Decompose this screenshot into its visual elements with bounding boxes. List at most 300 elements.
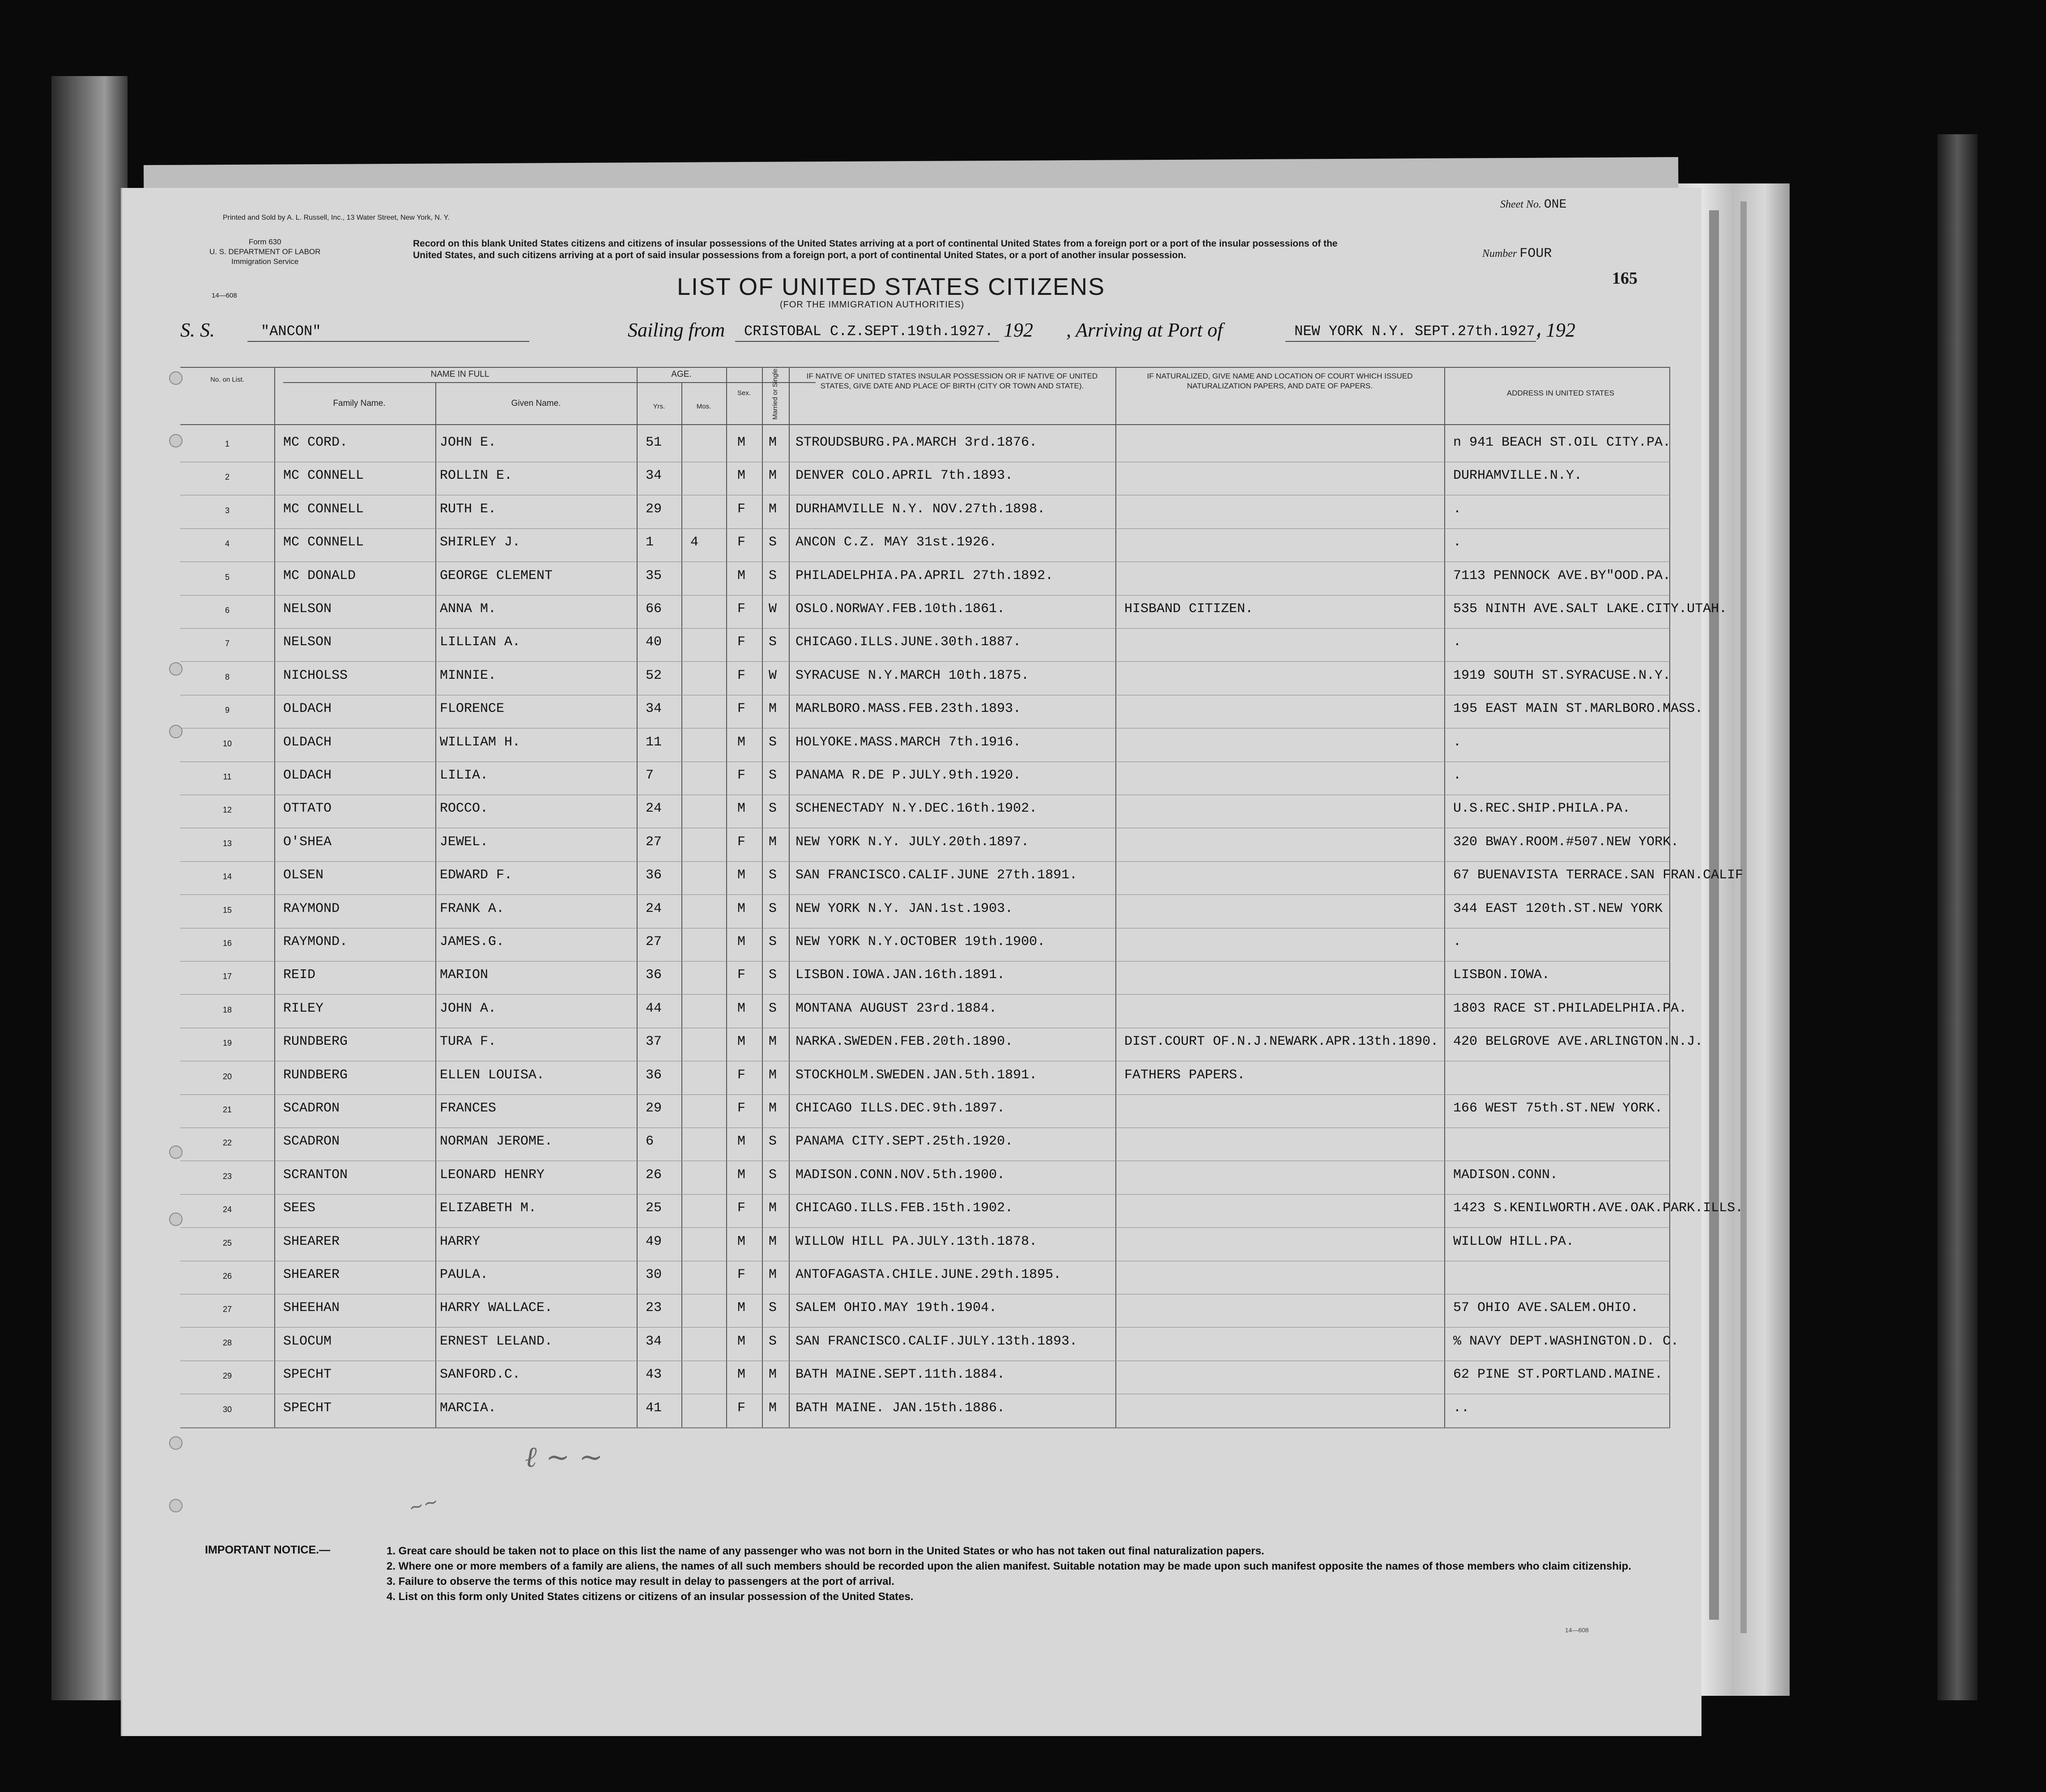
us-address: LISBON.IOWA. [1453, 967, 1550, 983]
table-row [180, 962, 1670, 995]
family-name: OLDACH [283, 734, 332, 750]
given-name: HARRY WALLACE. [440, 1300, 553, 1316]
arriving-value: NEW YORK N.Y. SEPT.27th.1927. [1294, 323, 1544, 340]
marital-status: S [769, 768, 777, 783]
marital-status: S [769, 535, 777, 550]
manifest-table [180, 366, 1744, 1432]
given-name: JAMES.G. [440, 934, 505, 949]
sex: M [737, 1367, 746, 1383]
header-yrs: Yrs. [653, 403, 665, 410]
sex: M [737, 1000, 746, 1016]
table-row [180, 463, 1670, 496]
family-name: OTTATO [283, 801, 332, 817]
punch-hole [169, 1213, 183, 1226]
age-years: 6 [646, 1134, 654, 1149]
birth-date-place: SAN FRANCISCO.CALIF.JULY.13th.1893. [795, 1333, 1078, 1349]
table-row [180, 1262, 1670, 1295]
family-name: MC CONNELL [283, 501, 364, 517]
row-rule [180, 1227, 1670, 1228]
notice-item: 1. Great care should be taken not to place on this list the name of any passenger who was not born in the United States or who has not taken out final naturalization papers. [387, 1545, 1264, 1557]
table-row [180, 696, 1703, 729]
family-name: SHEEHAN [283, 1300, 340, 1316]
manifest-page [121, 188, 1744, 1736]
row-rule [180, 595, 1670, 596]
sex: F [737, 1101, 746, 1116]
row-number: 8 [225, 672, 230, 681]
row-rule [180, 528, 1670, 529]
sailing-year: 192 [1004, 319, 1033, 341]
row-number: 21 [222, 1105, 232, 1114]
family-name: SEES [283, 1200, 316, 1216]
given-name: JOHN A. [440, 1000, 497, 1016]
marital-status: M [769, 1367, 777, 1383]
family-name: RAYMOND. [283, 934, 348, 949]
age-years: 29 [646, 1101, 662, 1116]
family-name: OLDACH [283, 768, 332, 783]
given-name: PAULA. [440, 1267, 489, 1282]
birth-date-place: NEW YORK N.Y. JAN.1st.1903. [795, 901, 1013, 916]
age-years: 7 [646, 768, 654, 783]
row-rule [180, 1194, 1670, 1195]
family-name: RUNDBERG [283, 1034, 348, 1050]
us-address: 7113 PENNOCK AVE.BY"OOD.PA. [1453, 568, 1671, 583]
age-years: 1 [646, 535, 654, 550]
birth-date-place: HOLYOKE.MASS.MARCH 7th.1916. [795, 734, 1021, 750]
table-row [180, 1029, 1703, 1062]
family-name: OLSEN [283, 868, 324, 883]
marital-status: M [769, 435, 777, 450]
family-name: SHEARER [283, 1267, 340, 1282]
age-years: 27 [646, 934, 662, 949]
scan-edge-left [51, 76, 128, 1700]
us-address: 166 WEST 75th.ST.NEW YORK. [1453, 1101, 1663, 1116]
row-number: 26 [222, 1272, 232, 1281]
row-number: 13 [222, 839, 232, 848]
age-years: 24 [646, 901, 662, 916]
birth-date-place: MADISON.CONN.NOV.5th.1900. [795, 1167, 1005, 1183]
header-sex: Sex. [737, 389, 751, 397]
table-row [180, 663, 1670, 696]
marital-status: W [769, 601, 777, 617]
us-address: 535 NINTH AVE.SALT LAKE.CITY.UTAH. [1453, 601, 1727, 617]
family-name: SHEARER [283, 1234, 340, 1249]
ship-name: "ANCON" [261, 323, 321, 340]
marital-status: S [769, 1300, 777, 1316]
table-row [180, 529, 1670, 562]
age-years: 36 [646, 868, 662, 883]
row-number: 17 [222, 972, 232, 981]
given-name: LILLIAN A. [440, 634, 521, 650]
sheet-value: ONE [1544, 198, 1567, 212]
us-address: WILLOW HILL.PA. [1453, 1234, 1574, 1249]
naturalization: FATHERS PAPERS. [1124, 1067, 1246, 1083]
table-row [180, 796, 1670, 829]
row-rule [180, 894, 1670, 895]
ss-label: S. S. [180, 319, 215, 341]
sex: M [737, 1300, 746, 1316]
age-years: 37 [646, 1034, 662, 1050]
given-name: ANNA M. [440, 601, 497, 617]
age-years: 23 [646, 1300, 662, 1316]
row-number: 28 [222, 1338, 232, 1347]
row-number: 24 [222, 1205, 232, 1214]
punch-hole [169, 371, 183, 385]
sailing-underline [735, 341, 999, 342]
given-name: FLORENCE [440, 701, 505, 717]
us-address: 420 BELGROVE AVE.ARLINGTON.N.J. [1453, 1034, 1703, 1050]
row-number: 14 [222, 872, 232, 881]
given-name: JOHN E. [440, 435, 497, 450]
notice-items [387, 1544, 1639, 1605]
row-number: 6 [225, 606, 230, 615]
birth-date-place: NARKA.SWEDEN.FEB.20th.1890. [795, 1034, 1013, 1050]
marital-status: M [769, 501, 777, 517]
family-name: SCRANTON [283, 1167, 348, 1183]
row-number: 25 [222, 1238, 232, 1247]
given-name: MARCIA. [440, 1400, 497, 1416]
sex: M [737, 1134, 746, 1149]
table-row [180, 1229, 1670, 1262]
form-code-top: 14—608 [212, 292, 237, 299]
paper-stripe [1709, 210, 1719, 1620]
row-number: 9 [225, 706, 230, 715]
table-row [180, 1362, 1670, 1395]
marital-status: S [769, 568, 777, 583]
sex: F [737, 1067, 746, 1083]
table-row [180, 1328, 1679, 1362]
marital-status: M [769, 701, 777, 717]
record-instruction: Record on this blank United States citizens and citizens of insular possessions of the United States arriving at a port of continental United States from a foreign port or a port of the insular possessions of the United States, and such citizens arriving at a port of said insular possessions from a foreign port, a port of continental United States, or a port of another insular possession. [413, 238, 1338, 260]
family-name: REID [283, 967, 316, 983]
age-years: 52 [646, 668, 662, 683]
birth-date-place: CHICAGO.ILLS.FEB.15th.1902. [795, 1200, 1013, 1216]
sex: F [737, 1400, 746, 1416]
naturalization: HISBAND CITIZEN. [1124, 601, 1254, 617]
row-number: 27 [222, 1305, 232, 1314]
us-address: . [1453, 734, 1462, 750]
marital-status: S [769, 1167, 777, 1183]
table-row [180, 1295, 1670, 1328]
sex: M [737, 901, 746, 916]
us-address: . [1453, 535, 1462, 550]
birth-date-place: STOCKHOLM.SWEDEN.JAN.5th.1891. [795, 1067, 1038, 1083]
notice-title: IMPORTANT NOTICE.— [205, 1544, 331, 1556]
age-years: 30 [646, 1267, 662, 1282]
age-years: 49 [646, 1234, 662, 1249]
given-name: ERNEST LELAND. [440, 1333, 553, 1349]
punch-hole [169, 725, 183, 738]
birth-date-place: PANAMA CITY.SEPT.25th.1920. [795, 1134, 1013, 1149]
sex: M [737, 934, 746, 949]
birth-date-place: ANCON C.Z. MAY 31st.1926. [795, 535, 997, 550]
page-subtitle: (FOR THE IMMIGRATION AUTHORITIES) [780, 300, 965, 310]
family-name: MC CORD. [283, 435, 348, 450]
age-years: 66 [646, 601, 662, 617]
marital-status: S [769, 734, 777, 750]
sheet-number [1500, 198, 1566, 212]
family-name: MC CONNELL [283, 468, 364, 484]
table-row [180, 430, 1670, 463]
sheet-label: Sheet No. [1500, 199, 1541, 210]
marital-status: M [769, 1067, 777, 1083]
sex: M [737, 435, 746, 450]
sex: F [737, 768, 746, 783]
given-name: EDWARD F. [440, 868, 513, 883]
marital-status: M [769, 1234, 777, 1249]
sex: M [737, 734, 746, 750]
name-age-rule [283, 382, 816, 383]
birth-date-place: CHICAGO.ILLS.JUNE.30th.1887. [795, 634, 1021, 650]
sex: M [737, 868, 746, 883]
us-address: U.S.REC.SHIP.PHILA.PA. [1453, 801, 1631, 817]
birth-date-place: STROUDSBURG.PA.MARCH 3rd.1876. [795, 435, 1038, 450]
row-number: 11 [223, 772, 232, 781]
age-years: 36 [646, 1067, 662, 1083]
table-row [180, 1095, 1670, 1128]
form-code-bottom: 14—608 [1565, 1626, 1589, 1634]
naturalization: DIST.COURT OF.N.J.NEWARK.APR.13th.1890. [1124, 1034, 1439, 1050]
marital-status: M [769, 1400, 777, 1416]
birth-date-place: PANAMA R.DE P.JULY.9th.1920. [795, 768, 1021, 783]
service: Immigration Service [231, 257, 299, 266]
given-name: ROLLIN E. [440, 468, 513, 484]
us-address: % NAVY DEPT.WASHINGTON.D. C. [1453, 1333, 1679, 1349]
sex: F [737, 535, 746, 550]
sex: M [737, 1167, 746, 1183]
given-name: RUTH E. [440, 501, 497, 517]
us-address: 1919 SOUTH ST.SYRACUSE.N.Y. [1453, 668, 1671, 683]
birth-date-place: BATH MAINE.SEPT.11th.1884. [795, 1367, 1005, 1383]
family-name: NELSON [283, 634, 332, 650]
given-name: MARION [440, 967, 489, 983]
age-years: 34 [646, 1333, 662, 1349]
sex: M [737, 468, 746, 484]
form-number: Form 630 [248, 238, 281, 246]
family-name: RILEY [283, 1000, 324, 1016]
row-rule [180, 661, 1670, 662]
us-address: 320 BWAY.ROOM.#507.NEW YORK. [1453, 834, 1679, 850]
row-number: 5 [225, 572, 230, 582]
family-name: SCADRON [283, 1134, 340, 1149]
age-years: 36 [646, 967, 662, 983]
birth-date-place: NEW YORK N.Y. JULY.20th.1897. [795, 834, 1029, 850]
family-name: RUNDBERG [283, 1067, 348, 1083]
us-address: . [1453, 934, 1462, 949]
family-name: SCADRON [283, 1101, 340, 1116]
table-row [180, 629, 1670, 662]
table-row [180, 563, 1670, 596]
table-row [180, 729, 1670, 762]
header-age: AGE. [671, 370, 692, 379]
marital-status: S [769, 1000, 777, 1016]
given-name: ELIZABETH M. [440, 1200, 537, 1216]
sailing-value: CRISTOBAL C.Z.SEPT.19th.1927. [744, 323, 993, 340]
given-name: ROCCO. [440, 801, 489, 817]
form-block [209, 237, 320, 267]
family-name: SPECHT [283, 1367, 332, 1383]
header-name-in-full: NAME IN FULL [430, 370, 489, 379]
birth-date-place: SCHENECTADY N.Y.DEC.16th.1902. [795, 801, 1038, 817]
row-number: 23 [222, 1171, 232, 1181]
arriving-label: , Arriving at Port of [1066, 319, 1223, 341]
marital-status: S [769, 934, 777, 949]
row-rule [180, 961, 1670, 962]
age-years: 24 [646, 801, 662, 817]
table-row [180, 1395, 1670, 1428]
marital-status: S [769, 901, 777, 916]
us-address: DURHAMVILLE.N.Y. [1453, 468, 1582, 484]
age-years: 34 [646, 701, 662, 717]
header-family-name: Family Name. [333, 399, 386, 408]
table-row [180, 862, 1744, 895]
row-number: 18 [222, 1005, 232, 1014]
us-address: 195 EAST MAIN ST.MARLBORO.MASS. [1453, 701, 1703, 717]
given-name: JEWEL. [440, 834, 489, 850]
header-no: No. on List. [210, 376, 244, 383]
us-address: n 941 BEACH ST.OIL CITY.PA. [1453, 435, 1671, 450]
us-address: 62 PINE ST.PORTLAND.MAINE. [1453, 1367, 1663, 1383]
sex: F [737, 834, 746, 850]
notice-item: 4. List on this form only United States citizens or citizens of an insular possession of the United States. [387, 1591, 914, 1603]
row-number: 2 [225, 472, 230, 482]
paper-stripe [1740, 201, 1747, 1633]
given-name: SANFORD.C. [440, 1367, 521, 1383]
handwritten-mark: ℓ ~ ~ [525, 1441, 603, 1474]
sex: M [737, 1333, 746, 1349]
given-name: LILIA. [440, 768, 489, 783]
number-value: FOUR [1519, 246, 1552, 261]
marital-status: M [769, 468, 777, 484]
birth-date-place: WILLOW HILL PA.JULY.13th.1878. [795, 1234, 1038, 1249]
given-name: LEONARD HENRY [440, 1167, 545, 1183]
given-name: GEORGE CLEMENT [440, 568, 553, 583]
birth-date-place: CHICAGO ILLS.DEC.9th.1897. [795, 1101, 1005, 1116]
age-years: 40 [646, 634, 662, 650]
marital-status: W [769, 668, 777, 683]
given-name: ELLEN LOUISA. [440, 1067, 545, 1083]
marital-status: S [769, 634, 777, 650]
department: U. S. DEPARTMENT OF LABOR [209, 247, 321, 256]
header-address: ADDRESS IN UNITED STATES [1506, 389, 1615, 397]
birth-date-place: SYRACUSE N.Y.MARCH 10th.1875. [795, 668, 1029, 683]
punch-hole [169, 1499, 183, 1512]
row-number: 4 [225, 539, 230, 549]
family-name: RAYMOND [283, 901, 340, 916]
family-name: SLOCUM [283, 1333, 332, 1349]
family-name: OLDACH [283, 701, 332, 717]
row-number: 12 [222, 805, 232, 815]
table-row [180, 829, 1679, 862]
table-row [180, 1162, 1670, 1195]
us-address: 344 EAST 120th.ST.NEW YORK [1453, 901, 1663, 916]
marital-status: M [769, 1034, 777, 1050]
birth-date-place: SALEM OHIO.MAY 19th.1904. [795, 1300, 997, 1316]
marital-status: M [769, 1101, 777, 1116]
family-name: SPECHT [283, 1400, 332, 1416]
page-title: LIST OF UNITED STATES CITIZENS [677, 273, 1106, 300]
sex: F [737, 501, 746, 517]
row-number: 30 [222, 1405, 232, 1414]
birth-date-place: LISBON.IOWA.JAN.16th.1891. [795, 967, 1005, 983]
birth-date-place: OSLO.NORWAY.FEB.10th.1861. [795, 601, 1005, 617]
us-address: MADISON.CONN. [1453, 1167, 1558, 1183]
age-years: 34 [646, 468, 662, 484]
age-years: 11 [646, 734, 662, 750]
punch-hole [169, 1436, 183, 1450]
birth-date-place: DURHAMVILLE N.Y. NOV.27th.1898. [795, 501, 1046, 517]
sex: M [737, 1234, 746, 1249]
notice-item: 3. Failure to observe the terms of this notice may result in delay to passengers at the port of arrival. [387, 1575, 894, 1588]
row-number: 16 [222, 939, 232, 948]
us-address: 67 BUENAVISTA TERRACE.SAN FRAN.CALIF [1453, 868, 1744, 883]
given-name: FRANK A. [440, 901, 505, 916]
header-place-of-birth: IF NATIVE OF UNITED STATES INSULAR POSSESSION OR IF NATIVE OF UNITED STATES, GIVE DATE AND PLACE OF BIRTH (CITY OR TOWN AND STATE). [806, 372, 1098, 390]
table-row [180, 762, 1670, 796]
table-row [180, 496, 1670, 529]
sex: F [737, 1267, 746, 1282]
birth-date-place: NEW YORK N.Y.OCTOBER 19th.1900. [795, 934, 1046, 949]
row-number: 20 [222, 1072, 232, 1081]
header-bottom-rule [180, 424, 1670, 425]
sex: F [737, 668, 746, 683]
ship-underline [247, 341, 529, 342]
sailing-label: Sailing from [628, 319, 725, 341]
us-address: . [1453, 501, 1462, 517]
arriving-underline [1285, 341, 1536, 342]
given-name: FRANCES [440, 1101, 497, 1116]
row-number: 3 [225, 506, 230, 515]
birth-date-place: PHILADELPHIA.PA.APRIL 27th.1892. [795, 568, 1054, 583]
given-name: WILLIAM H. [440, 734, 521, 750]
row-number: 1 [225, 439, 230, 448]
punch-hole [169, 662, 183, 676]
birth-date-place: MARLBORO.MASS.FEB.23th.1893. [795, 701, 1021, 717]
age-years: 41 [646, 1400, 662, 1416]
notice-item: 2. Where one or more members of a family are aliens, the names of all such members should be recorded upon the alien manifest. Suitable notation may be made upon such manifest opposite the names of those members who claim citizenship. [387, 1560, 1631, 1572]
table-row [180, 1195, 1744, 1228]
scan-edge-right [1937, 134, 1978, 1700]
row-rule [180, 628, 1670, 629]
handwritten-mark: ~~ [406, 1491, 441, 1519]
marital-status: M [769, 1200, 777, 1216]
row-number: 29 [222, 1371, 232, 1381]
age-years: 27 [646, 834, 662, 850]
birth-date-place: DENVER COLO.APRIL 7th.1893. [795, 468, 1013, 484]
list-number [1482, 246, 1552, 261]
table-row [180, 1062, 1670, 1095]
age-years: 44 [646, 1000, 662, 1016]
age-years: 25 [646, 1200, 662, 1216]
marital-status: S [769, 967, 777, 983]
us-address: .. [1453, 1400, 1470, 1416]
row-number: 7 [225, 639, 230, 648]
table-row [180, 896, 1670, 929]
marital-status: M [769, 1267, 777, 1282]
age-years: 26 [646, 1167, 662, 1183]
given-name: SHIRLEY J. [440, 535, 521, 550]
row-rule [180, 861, 1670, 862]
sex: M [737, 801, 746, 817]
given-name: TURA F. [440, 1034, 497, 1050]
row-rule [180, 994, 1670, 995]
age-months: 4 [690, 535, 699, 550]
table-top-rule [180, 367, 1670, 368]
family-name: MC DONALD [283, 568, 356, 583]
sex: F [737, 967, 746, 983]
number-label: Number [1482, 248, 1517, 260]
header-naturalized: IF NATURALIZED, GIVE NAME AND LOCATION OF COURT WHICH ISSUED NATURALIZATION PAPERS, AND DATE OF PAPERS. [1147, 372, 1413, 390]
sex: F [737, 701, 746, 717]
